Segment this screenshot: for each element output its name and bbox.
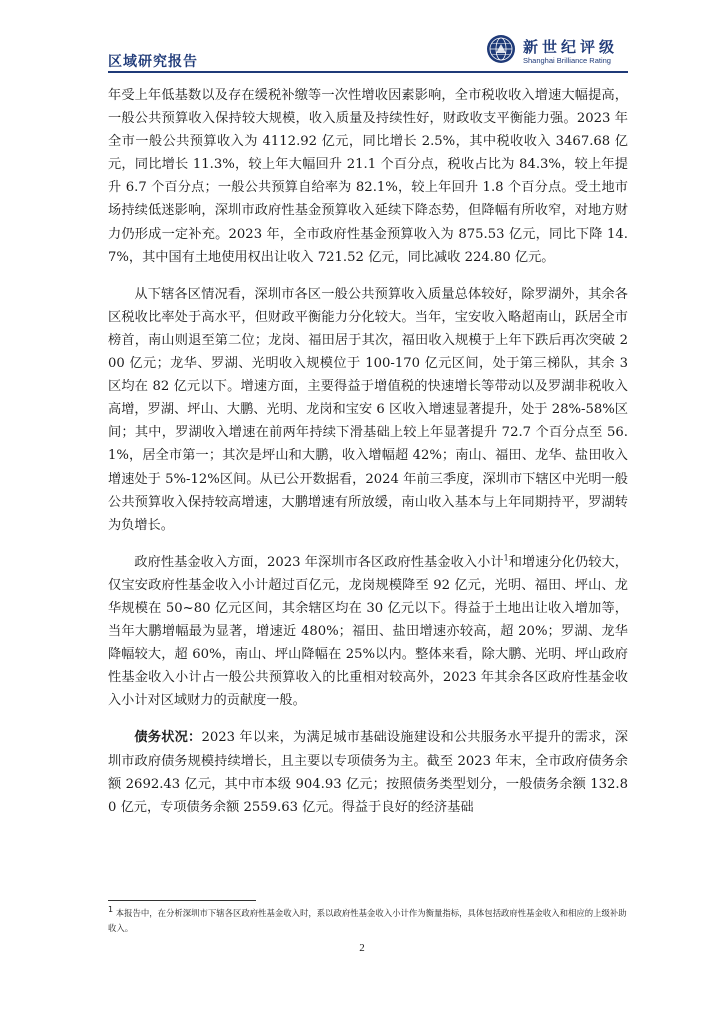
footnote-divider (108, 900, 256, 901)
brand-logo (486, 34, 626, 70)
logo-name-en: Shanghai Brilliance Rating (523, 56, 611, 65)
header-divider (108, 71, 628, 73)
paragraph-debt-status (108, 726, 628, 818)
footnote-text: 本报告中，在分析深圳市下辖各区政府性基金收入时，系以政府性基金收入小计作为衡量指标，具体包括政府性基金收入和相应的上级补助收入。 (108, 908, 627, 933)
globe-emblem-icon (486, 34, 516, 64)
page-number: 2 (359, 942, 365, 954)
fund-income-text-b: 和增速分化仍较大，仅宝安政府性基金收入小计超过百亿元，龙岗规模降至 92 亿元，光明、福田、坪山、龙华规模在 50~80 亿元区间，其余辖区均在 30 亿元以下。得益于土地出让收入增加等，当年大鹏增幅最为显著，增速近 480%；福田、盐田增速亦较高，超 20%；罗湖、龙华降幅较大，超 60%，南山、坪山降幅在 25%以内。整体来看，除大鹏、光明、坪山政府性基金收入小计占一般公共预算收入的比重相对较高外，2023 年其余各区政府性基金收入小计对区域财力的贡献度一般。 (108, 554, 628, 709)
paragraph-fund-income (108, 551, 628, 713)
paragraph-revenue-overview: 年受上年低基数以及存在缓税补缴等一次性增收因素影响，全市税收收入增速大幅提高，一般公共预算收入保持较大规模，收入质量及持续性好，财政收支平衡能力强。2023 年全市一般公共预算收入为 4112.92 亿元，同比增长 2.5%，其中税收收入 3467.68 亿元，同比增长 11.3%，较上年大幅回升 21.1 个百分点，税收占比为 84.3%，较上年提升 6.7 个百分点；一般公共预算自给率为 82.1%，较上年回升 1.8 个百分点。受土地市场持续低迷影响，深圳市政府性基金预算收入延续下降态势，但降幅有所收窄，对地方财力仍形成一定补充。2023 年，全市政府性基金预算收入为 875.53 亿元，同比下降 14.7%，其中国有土地使用权出让收入 721.52 亿元，同比减收 224.80 亿元。 (108, 88, 628, 265)
fund-income-text-a: 政府性基金收入方面，2023 年深圳市各区政府性基金收入小计 (134, 554, 504, 570)
footnote-marker: 1 (108, 905, 114, 915)
logo-name-cn: 新世纪评级 (523, 38, 619, 56)
debt-status-heading: 债务状况： (134, 730, 202, 746)
footnote-ref[interactable]: 1 (503, 553, 509, 563)
debt-status-text: 2023 年以来，为满足城市基础设施建设和公共服务水平提升的需求，深圳市政府债务规模持续增长，且主要以专项债务为主。截至 2023 年末，全市政府债务余额 2692.43 亿元，其中市本级 904.93 亿元；按照债务类型划分，一般债务余额 132.80 亿元，专项债务余额 2559.63 亿元。得益于良好的经济基础 (108, 730, 628, 815)
report-body (108, 84, 628, 833)
footnote (108, 906, 628, 936)
paragraph-district-budget: 从下辖各区情况看，深圳市各区一般公共预算收入质量总体较好，除罗湖外，其余各区税收比率处于高水平，但财政平衡能力分化较大。当年，宝安收入略超南山，跃居全市榜首，南山则退至第二位；龙岗、福田居于其次，福田收入规模于上年下跌后再次突破 200 亿元；龙华、罗湖、光明收入规模位于 100-170 亿元区间，处于第三梯队，其余 3 区均在 82 亿元以下。增速方面，主要得益于增值税的快速增长等带动以及罗湖非税收入高增，罗湖、坪山、大鹏、光明、龙岗和宝安 6 区收入增速显著提升，处于 28%-58%区间；其中，罗湖收入增速在前两年持续下滑基础上较上年显著提升 72.7 个百分点至 56.1%，居全市第一；其次是坪山和大鹏，收入增幅超 42%；南山、福田、龙华、盐田收入增速处于 5%-12%区间。从已公开数据看，2024 年前三季度，深圳市下辖区中光明一般公共预算收入保持较高增速，大鹏增速有所放缓，南山收入基本与上年同期持平，罗湖转为负增长。 (108, 286, 628, 533)
section-title: 区域研究报告 (108, 54, 198, 70)
